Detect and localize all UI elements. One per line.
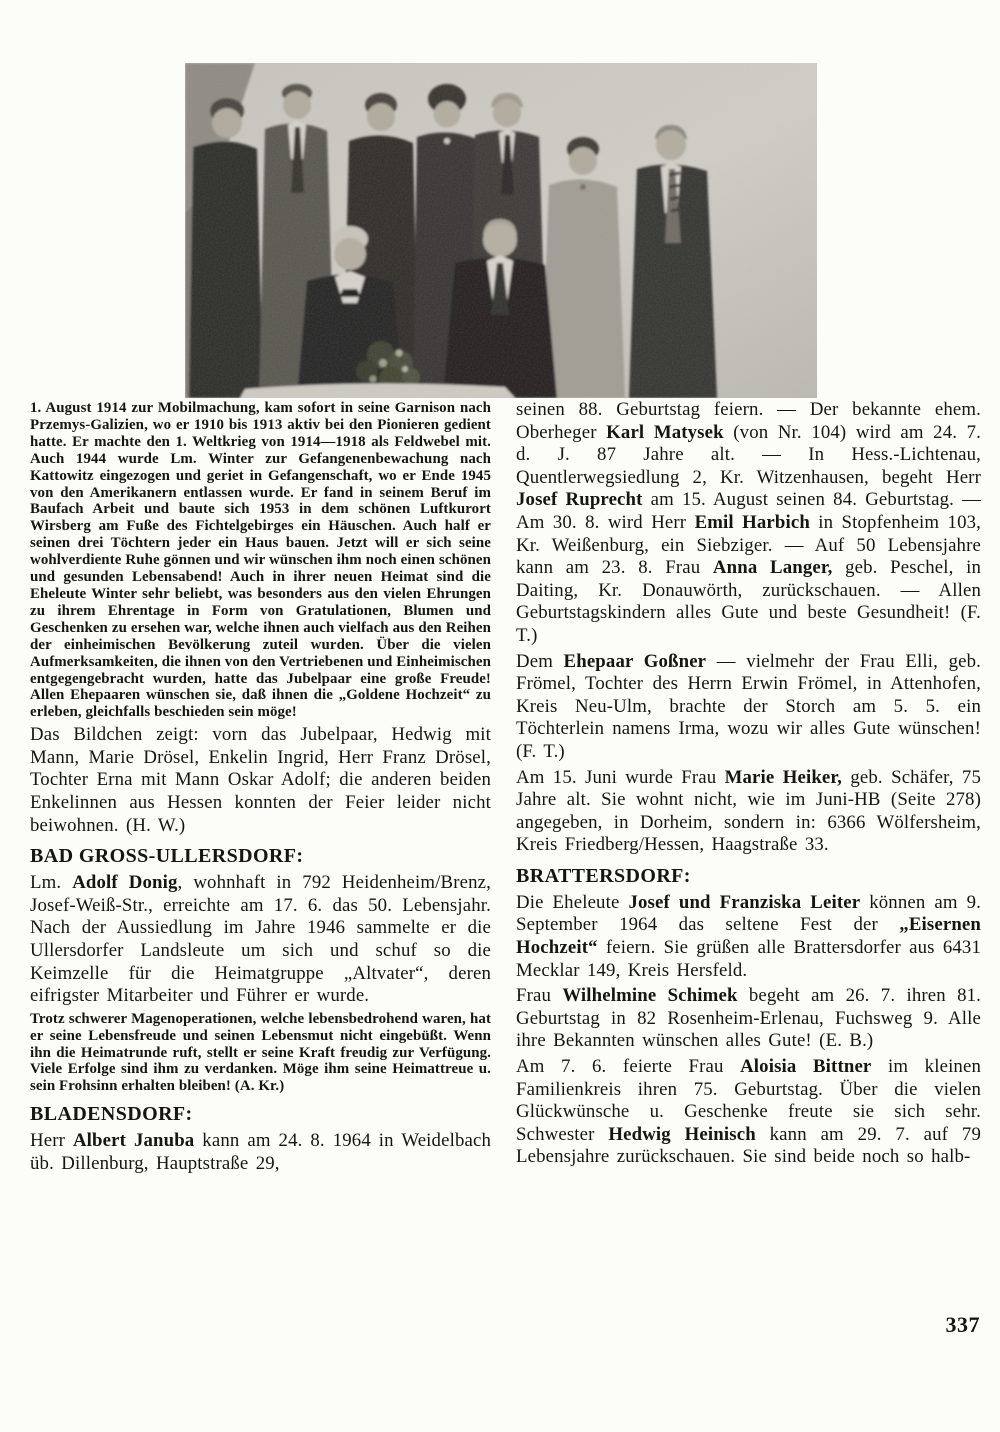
photo-illustration <box>185 63 817 398</box>
paragraph: Lm. Adolf Donig, wohnhaft in 792 Heidenheim/Brenz, Josef-Weiß-Str., erreichte am 17. 6. das 50. Lebensjahr. Nach der Aussiedlung im Jahre 1946 sammelte er die Ullersdorfer Landsleute um sich und schuf so die Keimzelle für die Heimatgruppe „Altvater“, deren eifrigster Mitarbeiter und Führer er wurde. <box>30 872 491 1007</box>
bold-name: Ehepaar Goßner <box>563 650 707 672</box>
left-column <box>30 400 491 1178</box>
paragraph: Dem Ehepaar Goßner — vielmehr der Frau Elli, geb. Frömel, Tochter des Herrn Erwin Frömel, in Attenhofen, Kreis Neu-Ulm, brachte der Storch am 5. 5. ein Töchterlein namens Irma, wozu wir alles Gute wünschen! (F. T.) <box>516 650 981 762</box>
bold-name: Karl Matysek <box>606 421 724 443</box>
paragraph: Am 15. Juni wurde Frau Marie Heiker, geb. Schäfer, 75 Jahre alt. Sie wohnt nicht, wie im Juni-HB (Seite 278) angegeben, in Dorheim, sondern in: 6366 Wölfersheim, Kreis Friedberg/Hessen, Haagstraße 33. <box>516 766 981 856</box>
paragraph: seinen 88. Geburtstag feiern. — Der bekannte ehem. Oberheger Karl Matysek (von Nr. 104) wird am 24. 7. d. J. 87 Jahre alt. — In Hess.-Lichtenau, Quentlerwegsiedlung 2, Kr. Witzenhausen, begeht Herr Josef Ruprecht am 15. August seinen 84. Geburtstag. — Am 30. 8. wird Herr Emil Harbich in Stopfenheim 103, Kr. Weißenburg, ein Siebziger. — Auf 50 Lebensjahre kann am 23. 8. Frau Anna Langer, geb. Peschel, in Daiting, Kr. Donauwörth, zurückschauen. — Allen Geburtstagskindern alles Gute und beste Gesundheit! (F. T.) <box>516 399 982 646</box>
bold-name: Hedwig Heinisch <box>608 1123 756 1145</box>
bold-name: Josef und Franziska Leiter <box>628 891 861 913</box>
paragraph: Am 7. 6. feierte Frau Aloisia Bittner im kleinen Familienkreis ihren 75. Geburtstag. Über die vielen Glückwünsche u. Geschenke freute sie sich sehr. Schwester Hedwig Heinisch kann am 29. 7. auf 79 Lebensjahre zurückschauen. Sie sind beide noch so halb- <box>516 1056 981 1168</box>
paragraph: Die Eheleute Josef und Franziska Leiter können am 9. September 1964 das seltene Fest der „Eisernen Hochzeit“ feiern. Sie grüßen alle Brattersdorfer aus 6431 Mecklar 149, Kreis Hersfeld. <box>516 891 981 981</box>
jubilee-group-photo <box>185 63 817 398</box>
right-column <box>516 399 981 1172</box>
section-heading: BLADENSDORF: <box>30 1103 193 1126</box>
section-heading: BRATTERSDORF: <box>516 864 691 887</box>
paragraph: Frau Wilhelmine Schimek begeht am 26. 7. ihren 81. Geburtstag in 82 Rosenheim-Erlenau, Fuchsweg 9. Alle ihre Bekannten wünschen alles Gute! (E. B.) <box>516 985 982 1052</box>
bold-name: Albert Januba <box>72 1130 195 1152</box>
bold-name: Josef Ruprecht <box>516 489 643 511</box>
bold-name: Aloisia Bittner <box>740 1056 872 1078</box>
bold-name: Emil Harbich <box>694 511 810 533</box>
bold-name: Anna Langer, <box>712 557 833 579</box>
bold-name: „Eisernen Hochzeit“ <box>516 914 981 959</box>
page-number: 337 <box>945 1312 980 1337</box>
paragraph: 1. August 1914 zur Mobilmachung, kam sofort in seine Garnison nach Przemys-Galizien, wo er 1910 bis 1913 aktiv bei den Pionieren gedient hatte. Er machte den 1. Weltkrieg von 1914—1918 als Feldwebel mit. Auch 1944 wurde Lm. Winter zur Gefangenenbewachung nach Kattowitz eingezogen und geriet in Gefangenschaft, wo er Ende 1945 von den Amerikanern entlassen wurde. Er fand in seinem Beruf im Baufach Arbeit und baute sich 1953 in dem schönen Luftkurort Wirsberg am Fuße des Fichtelgebirges ein Häuschen. Auch half er seinen drei Töchtern jeder ein Haus bauen. Jetzt will er sich seine wohlverdiente Ruhe gönnen und wir wünschen ihm noch einen schönen und gesunden Lebensabend! Auch in ihrer neuen Heimat sind die Eheleute Winter sehr beliebt, was besonders aus den vielen Ehrungen zu ihrem Ehrentage in Form von Gratulationen, Blumen und Geschenken zu ersehen war, welche ihnen auch vielfach aus den Reihen der einheimischen Bevölkerung zuteil wurden. Über die vielen Aufmerksamkeiten, die ihnen von den Vertriebenen und Einheimischen entgegengebracht wurden, hatte das Jubelpaar eine große Freude! Allen Ehepaaren wünschen sie, daß ihnen die „Goldene Hochzeit“ zu erleben, gleichfalls beschieden sein möge! <box>30 400 491 721</box>
bold-name: Marie Heiker, <box>724 766 843 788</box>
bold-name: Adolf Donig <box>72 872 178 894</box>
paragraph: Herr Albert Januba kann am 24. 8. 1964 in Weidelbach üb. Dillenburg, Hauptstraße 29, <box>30 1130 491 1174</box>
section-heading: BAD GROSS-ULLERSDORF: <box>30 845 304 868</box>
bold-name: Wilhelmine Schimek <box>562 985 738 1007</box>
paragraph: Trotz schwerer Magenoperationen, welche lebensbedrohend waren, hat er seine Lebensfreude und seinen Lebensmut nicht eingebüßt. Wenn ihn die Heimatrunde ruft, stellt er seine Kraft freudig zur Verfügung. Viele Erfolge sind ihm zu verdanken. Möge ihm seine Heimattreue u. sein Frohsinn erhalten bleiben! (A. Kr.) <box>30 1010 491 1095</box>
paragraph: Das Bildchen zeigt: vorn das Jubelpaar, Hedwig mit Mann, Marie Drösel, Enkelin Ingrid, Herr Franz Drösel, Tochter Erna mit Mann Oskar Adolf; die anderen beiden Enkelinnen aus Hessen konnten der Feier leider nicht beiwohnen. (H. W.) <box>30 724 491 836</box>
